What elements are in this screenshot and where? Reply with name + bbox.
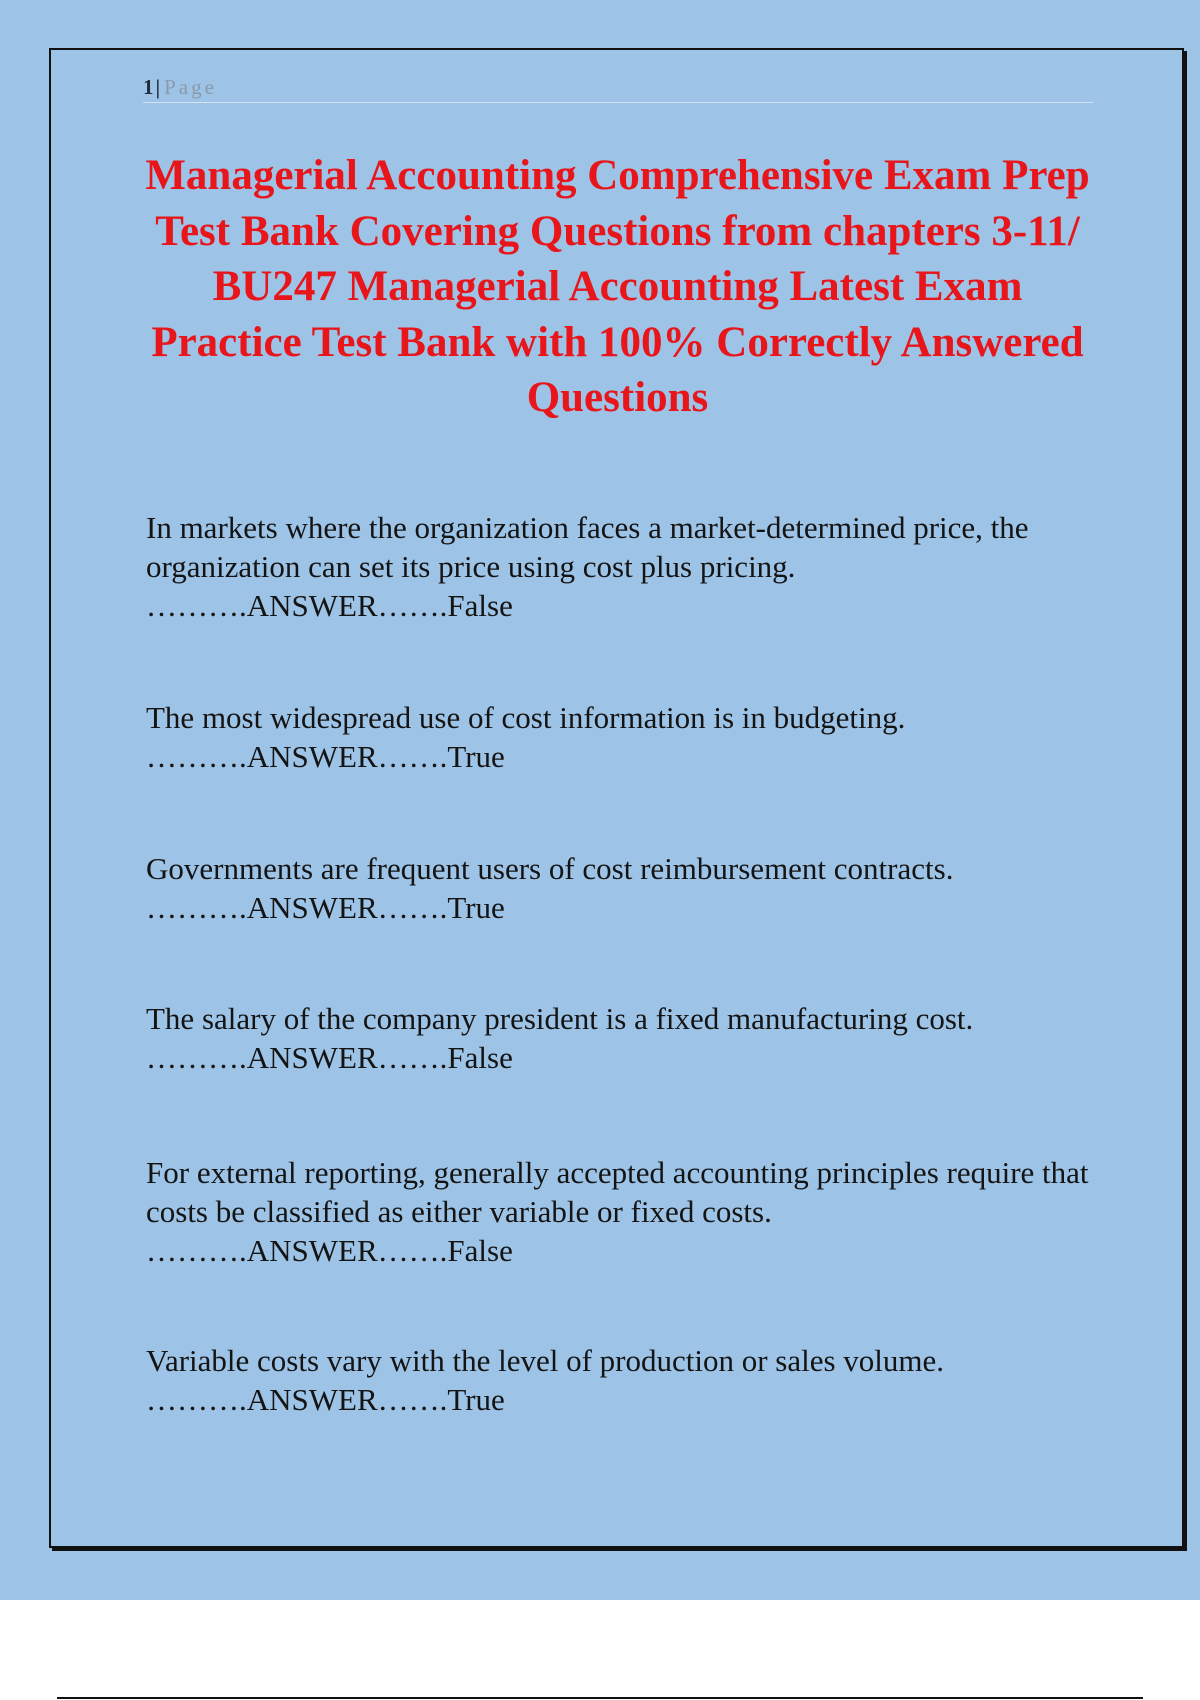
qa-item-4 bbox=[146, 999, 1106, 1077]
answer-line bbox=[146, 1038, 1106, 1077]
answer-prefix: ……….ANSWER……. bbox=[146, 1233, 448, 1268]
qa-item-1 bbox=[146, 508, 1106, 625]
document-title: Managerial Accounting Comprehensive Exam Prep Test Bank Covering Questions from chapters 3-11/ BU247 Managerial Accounting Latest Exam Practice Test Bank with 100% Correctly Answered Questions bbox=[145, 152, 1090, 421]
qa-item-6 bbox=[146, 1341, 1106, 1419]
question-text: In markets where the organization faces a market-determined price, the organization can set its price using cost plus pricing. bbox=[146, 510, 1029, 584]
answer-line bbox=[146, 737, 1106, 776]
answer-line bbox=[146, 586, 1106, 625]
answer-prefix: ……….ANSWER……. bbox=[146, 890, 448, 925]
page-label: Page bbox=[164, 75, 217, 99]
answer-value: False bbox=[447, 1233, 513, 1268]
answer-prefix: ……….ANSWER……. bbox=[146, 588, 448, 623]
answer-prefix: ……….ANSWER……. bbox=[146, 739, 448, 774]
answer-value: True bbox=[447, 1382, 505, 1417]
page-separator: | bbox=[155, 75, 161, 99]
answer-prefix: ……….ANSWER……. bbox=[146, 1382, 448, 1417]
qa-item-5 bbox=[146, 1153, 1106, 1270]
question-text: The most widespread use of cost information is in budgeting. bbox=[146, 700, 906, 735]
question-text: For external reporting, generally accepted accounting principles require that costs be classified as either variable or fixed costs. bbox=[146, 1155, 1089, 1229]
answer-value: True bbox=[447, 739, 505, 774]
question-text: The salary of the company president is a fixed manufacturing cost. bbox=[146, 1001, 974, 1036]
answer-line bbox=[146, 1380, 1106, 1419]
question-text: Governments are frequent users of cost reimbursement contracts. bbox=[146, 851, 954, 886]
qa-item-3 bbox=[146, 849, 1106, 927]
qa-item-2 bbox=[146, 698, 1106, 776]
answer-line bbox=[146, 1231, 1106, 1270]
page-header bbox=[143, 72, 1093, 103]
answer-prefix: ……….ANSWER……. bbox=[146, 1040, 448, 1075]
answer-value: False bbox=[447, 1040, 513, 1075]
question-text: Variable costs vary with the level of production or sales volume. bbox=[146, 1343, 945, 1378]
answer-value: False bbox=[447, 588, 513, 623]
answer-line bbox=[146, 888, 1106, 927]
bottom-divider bbox=[57, 1697, 1143, 1699]
page-number: 1 bbox=[143, 75, 154, 99]
answer-value: True bbox=[447, 890, 505, 925]
